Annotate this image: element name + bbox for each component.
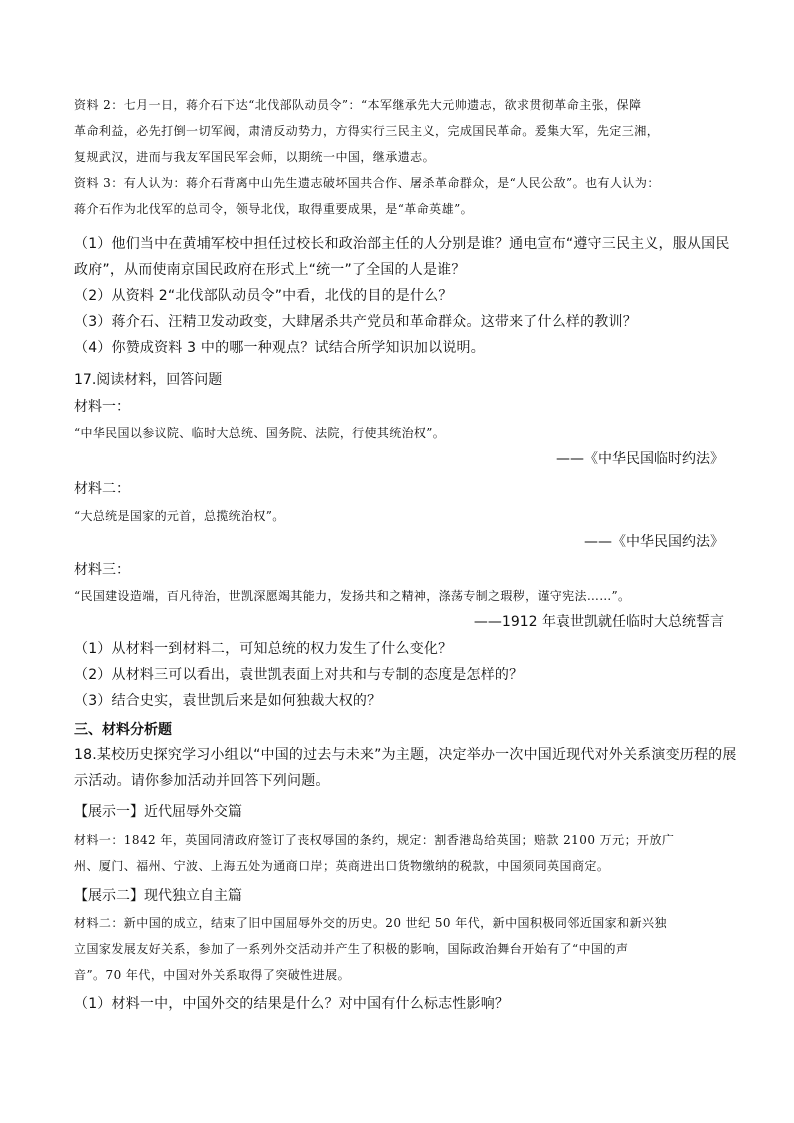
q16-1-line-2: 政府”，从而使南京国民政府在形式上“统一”了全国的人是谁？ <box>74 262 466 278</box>
q18-material-1-line-1: 材料一：1842 年，英国同清政府签订了丧权辱国的条约，规定：割香港岛给英国；赔款 2100 万元；开放广 <box>74 833 675 847</box>
q17-material-1-text: “中华民国以参议院、临时大总统、国务院、法院，行使其统治权”。 <box>74 426 446 440</box>
q17-material-3-text: “民国建设造端，百凡待治，世凯深愿竭其能力，发扬共和之精神，涤荡专制之瑕秽，谨守宪法……”。 <box>74 589 631 603</box>
q17-3: （3）结合史实，袁世凯后来是如何独裁大权的？ <box>74 693 382 709</box>
q17-material-1-label: 材料一： <box>74 399 130 415</box>
q18-show-1-title: 【展示一】近代屈辱外交篇 <box>74 804 242 820</box>
q17-material-2-source: ——《中华民国约法》 <box>584 534 724 550</box>
q18-question-1: （1）材料一中，中国外交的结果是什么？对中国有什么标志性影响？ <box>74 996 510 1012</box>
q17-2: （2）从材料三可以看出，袁世凯表面上对共和与专制的态度是怎样的？ <box>74 667 524 683</box>
q16-2: （2）从资料 2“北伐部队动员令”中看，北伐的目的是什么？ <box>74 288 453 304</box>
material-2-line-1: 资料 2：七月一日，蒋介石下达“北伐部队动员令”：“本军继承先大元帅遗志，欲求贯彻革命主张，保障 <box>74 98 642 112</box>
q18-stem-line-2: 示活动。请你参加活动并回答下列问题。 <box>74 773 330 789</box>
q17-material-3-label: 材料三： <box>74 562 130 578</box>
q17-1: （1）从材料一到材料二，可知总统的权力发生了什么变化？ <box>74 641 453 657</box>
q18-stem-line-1: 18.某校历史探究学习小组以“中国的过去与未来”为主题，决定举办一次中国近现代对外关系演变历程的展 <box>74 747 737 763</box>
q17-material-2-label: 材料二： <box>74 481 130 497</box>
q17-material-2-text: “大总统是国家的元首，总揽统治权”。 <box>74 509 285 523</box>
q16-4: （4）你赞成资料 3 中的哪一种观点？试结合所学知识加以说明。 <box>74 340 485 356</box>
question-17-stem: 17.阅读材料，回答问题 <box>74 372 223 388</box>
q18-show-2-title: 【展示二】现代独立自主篇 <box>74 888 242 904</box>
material-3-line-1: 资料 3：有人认为：蒋介石背离中山先生遗志破坏国共合作、屠杀革命群众，是“人民公敌”。也有人认为： <box>74 176 660 190</box>
question-17-list <box>74 636 724 714</box>
q18-material-2-line-2: 立国家发展友好关系，参加了一系列外交活动并产生了积极的影响，国际政治舞台开始有了“中国的声 <box>74 942 629 956</box>
q18-material-2-line-3: 音”。70 年代，中国对外关系取得了突破性进展。 <box>74 968 351 982</box>
q18-material-2 <box>74 910 724 988</box>
section-3-title: 三、材料分析题 <box>74 722 172 738</box>
material-2 <box>74 92 724 170</box>
q18-material-2-line-1: 材料二：新中国的成立，结束了旧中国屈辱外交的历史。20 世纪 50 年代，新中国积极同邻近国家和新兴独 <box>74 916 667 930</box>
question-16-list <box>74 231 730 361</box>
q16-1-line-1: （1）他们当中在黄埔军校中担任过校长和政治部主任的人分别是谁？通电宣布“遵守三民主义，服从国民 <box>74 236 730 252</box>
q18-material-1-line-2: 州、厦门、福州、宁波、上海五处为通商口岸；英商进出口货物缴纳的税款，中国须同英国商定。 <box>74 859 610 873</box>
q17-material-3-source: ——1912 年袁世凯就任临时大总统誓言 <box>473 614 724 630</box>
q17-material-1-source: ——《中华民国临时约法》 <box>556 451 724 467</box>
question-18-stem <box>74 742 737 794</box>
material-2-line-2: 革命利益，必先打倒一切军阀，肃清反动势力，方得实行三民主义，完成国民革命。爰集大军，先定三湘， <box>74 124 660 138</box>
material-3-line-2: 蒋介石作为北伐军的总司令，领导北伐，取得重要成果，是“革命英雄”。 <box>74 202 474 216</box>
material-2-line-3: 复规武汉，进而与我友军国民军会师，以期统一中国，继承遗志。 <box>74 150 436 164</box>
material-3 <box>74 170 724 222</box>
q18-material-1 <box>74 827 724 879</box>
q16-3: （3）蒋介石、汪精卫发动政变，大肆屠杀共产党员和革命群众。这带来了什么样的教训？ <box>74 314 637 330</box>
